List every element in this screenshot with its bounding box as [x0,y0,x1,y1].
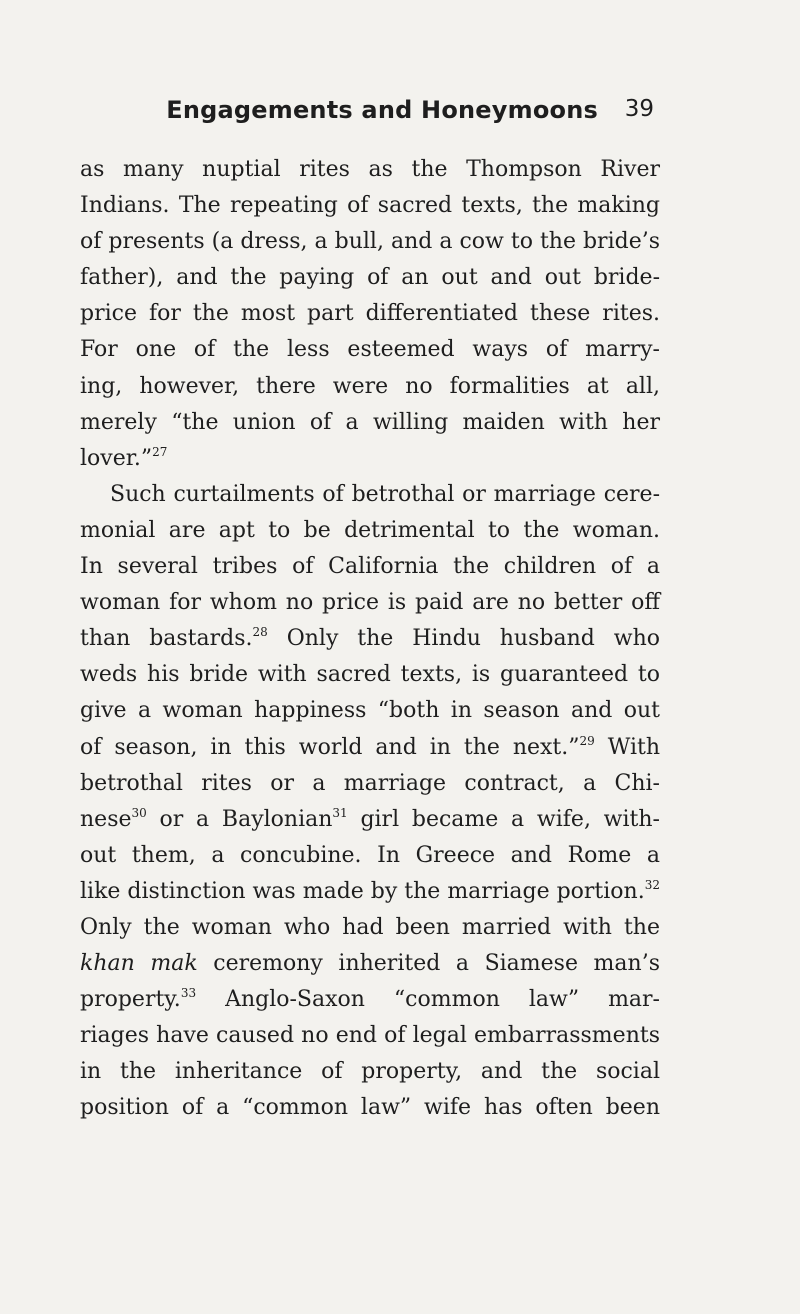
line-text: than bastards. [80,626,253,652]
line-text: Anglo-Saxon “common law” mar- [196,987,660,1013]
text-line: merely “the union of a willing maiden with her [80,409,660,435]
body-text [80,152,660,1127]
text-line: Such curtailments of betrothal or marriage cere- [110,481,660,507]
text-line [80,874,660,910]
line-text: ceremony inherited a Siamese man’s [197,951,660,977]
text-line: betrothal rites or a marriage contract, a Chi- [80,770,660,796]
text-line: as many nuptial rites as the Thompson River [80,157,660,182]
text-line: in the inheritance of property, and the social [80,1059,660,1085]
text-line [80,946,660,982]
text-line [80,621,660,657]
text-line: of presents (a dress, a bull, and a cow to the bride’s [80,229,660,255]
footnote-ref: 29 [579,733,595,748]
text-line: ing, however, there were no formalities at all, [80,373,660,399]
text-line: woman for whom no price is paid are no better off [80,590,660,616]
line-text: Only the Hindu husband who [267,626,660,652]
footnote-ref: 33 [180,986,197,1001]
text-line: price for the most part differentiated these rites. [80,301,660,327]
text-line: monial are apt to be detrimental to the woman. [80,517,660,543]
text-line: Indians. The repeating of sacred texts, the making [80,193,660,219]
text-line: weds his bride with sacred texts, is guaranteed to [80,662,660,688]
footnote-ref: 30 [131,805,147,820]
line-text: or a Baylonian [146,806,333,832]
footnote-ref: 28 [252,625,268,640]
text-line [80,802,660,838]
text-line [80,982,660,1018]
line-text: of season, in this world and in the next.” [80,734,580,760]
text-line: riages have caused no end of legal embarrassments [80,1023,660,1049]
text-line: Only the woman who had been married with the [80,914,660,940]
italic-term: khan mak [80,951,198,977]
text-line: give a woman happiness “both in season and out [80,698,660,724]
footnote-ref: 32 [644,877,660,892]
text-line: father), and the paying of an out and out bride- [80,265,660,291]
footnote-ref: 27 [152,444,168,459]
running-head [108,96,654,136]
page-number: 39 [624,96,654,122]
footnote-ref: 31 [332,805,348,820]
line-text: nese [80,806,132,832]
text-line: In several tribes of California the children of a [80,554,660,580]
line-text: property. [80,987,181,1013]
text-line [80,441,660,477]
line-text: girl became a wife, with- [347,806,660,832]
text-line [80,730,660,766]
line-text: lover.” [80,445,153,471]
line-text: like distinction was made by the marriage portion. [80,878,645,904]
text-line: out them, a concubine. In Greece and Rome a [80,842,660,868]
running-title: Engagements and Honeymoons [166,96,598,124]
text-line: position of a “common law” wife has often been [80,1095,660,1121]
line-text: With [594,734,661,760]
text-line: For one of the less esteemed ways of marry- [80,337,660,363]
